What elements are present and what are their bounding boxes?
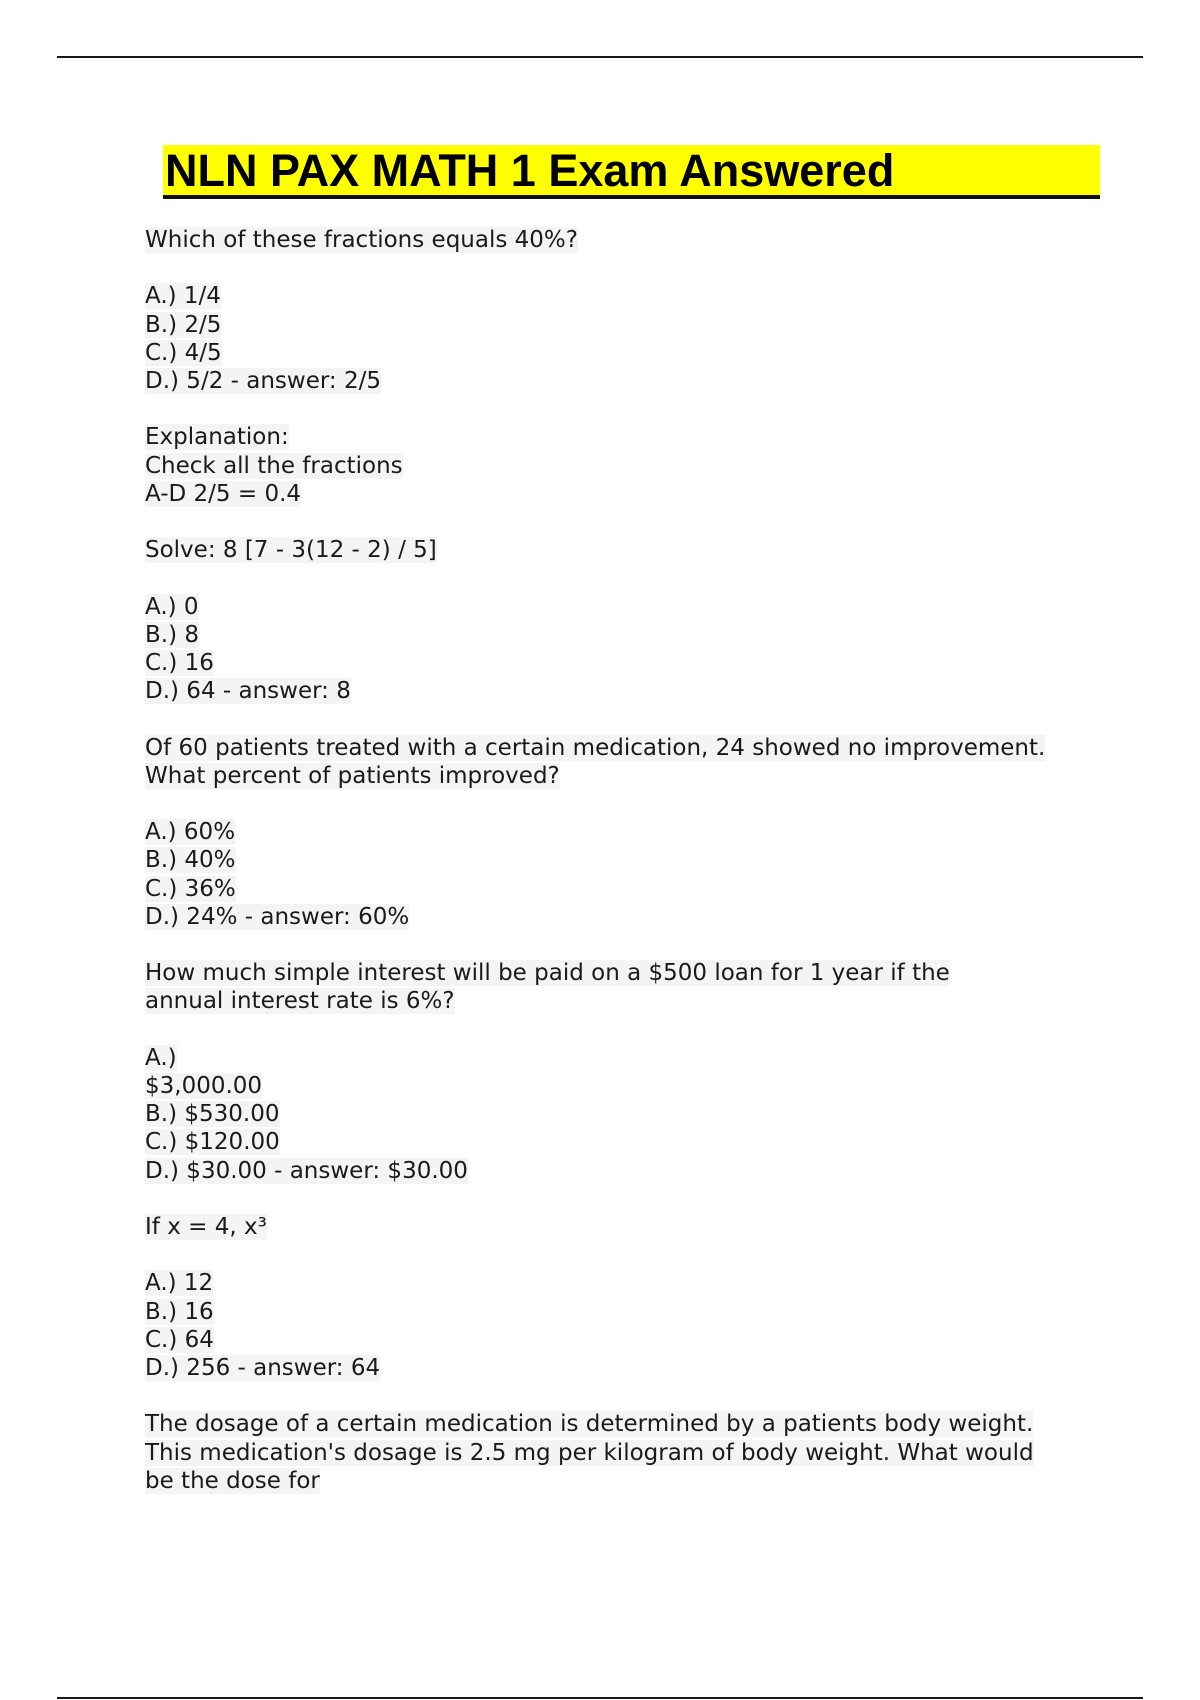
text-line-content: Of 60 patients treated with a certain medication, 24 showed no improvement. — [145, 734, 1046, 761]
text-line — [145, 875, 1105, 903]
text-line — [145, 311, 1105, 339]
text-line-content: A.) 0 — [145, 593, 199, 620]
text-line-content: annual interest rate is 6%? — [145, 988, 455, 1015]
text-line — [145, 593, 1105, 621]
text-line-content: A.) 12 — [145, 1270, 214, 1297]
top-rule — [57, 56, 1143, 58]
text-line — [145, 423, 1105, 451]
text-line — [145, 677, 1105, 705]
paragraph-gap — [145, 1241, 1105, 1269]
paragraph-gap — [145, 931, 1105, 959]
text-line — [145, 1467, 1105, 1495]
text-line-content: A.) — [145, 1044, 177, 1071]
text-line-content: D.) $30.00 - answer: $30.00 — [145, 1157, 468, 1184]
text-line-content: C.) 16 — [145, 649, 214, 676]
text-line — [145, 1072, 1105, 1100]
paragraph-gap — [145, 254, 1105, 282]
text-line — [145, 452, 1105, 480]
text-line-content: Which of these fractions equals 40%? — [145, 227, 578, 253]
text-line-content: How much simple interest will be paid on a $500 loan for 1 year if the — [145, 960, 950, 987]
text-line — [145, 903, 1105, 931]
text-line-content: A-D 2/5 = 0.4 — [145, 480, 302, 507]
paragraph-gap — [145, 564, 1105, 592]
paragraph-gap — [145, 1185, 1105, 1213]
text-line — [145, 1439, 1105, 1467]
text-line — [145, 959, 1105, 987]
text-line-content: B.) 40% — [145, 847, 236, 874]
document-title: NLN PAX MATH 1 Exam Answered — [165, 145, 895, 196]
text-line — [145, 818, 1105, 846]
paragraph-gap — [145, 705, 1105, 733]
text-line — [145, 1044, 1105, 1072]
text-line-content: C.) 64 — [145, 1326, 214, 1353]
text-line-content: A.) 60% — [145, 819, 236, 846]
text-line — [145, 1128, 1105, 1156]
text-line-content: B.) 16 — [145, 1298, 214, 1325]
paragraph-gap — [145, 508, 1105, 536]
text-line — [145, 1298, 1105, 1326]
text-line-content: D.) 256 - answer: 64 — [145, 1354, 381, 1381]
text-line — [145, 649, 1105, 677]
text-line — [145, 987, 1105, 1015]
title-banner — [163, 145, 1100, 199]
text-line — [145, 1354, 1105, 1382]
text-line-content: B.) 2/5 — [145, 311, 222, 338]
text-line — [145, 621, 1105, 649]
text-line-content: D.) 5/2 - answer: 2/5 — [145, 368, 381, 394]
text-line — [145, 1410, 1105, 1438]
text-line-content: If x = 4, x³ — [145, 1213, 267, 1240]
text-line — [145, 1213, 1105, 1241]
bottom-rule — [57, 1697, 1143, 1699]
text-line — [145, 1157, 1105, 1185]
text-line-content: Check all the fractions — [145, 452, 403, 479]
paragraph-gap — [145, 395, 1105, 423]
text-line-content: B.) 8 — [145, 621, 200, 648]
text-line-content: Solve: 8 [7 - 3(12 - 2) / 5] — [145, 537, 437, 564]
text-line — [145, 762, 1105, 790]
paragraph-gap — [145, 1016, 1105, 1044]
text-line-content: D.) 24% - answer: 60% — [145, 903, 410, 930]
text-line-content: What percent of patients improved? — [145, 762, 560, 789]
text-line-content: This medication's dosage is 2.5 mg per kilogram of body weight. What would — [145, 1439, 1034, 1466]
text-line — [145, 339, 1105, 367]
text-line-content: C.) 36% — [145, 875, 236, 902]
text-line — [145, 734, 1105, 762]
text-line-content: Explanation: — [145, 424, 289, 451]
text-line — [145, 226, 1105, 254]
text-line — [145, 1100, 1105, 1128]
text-line — [145, 367, 1105, 395]
text-line-content: D.) 64 - answer: 8 — [145, 678, 351, 705]
document-body — [145, 226, 1105, 1495]
text-line — [145, 536, 1105, 564]
text-line-content: $3,000.00 — [145, 1072, 263, 1099]
paragraph-gap — [145, 1382, 1105, 1410]
text-line-content: B.) $530.00 — [145, 1101, 280, 1128]
text-line — [145, 1269, 1105, 1297]
text-line — [145, 1326, 1105, 1354]
text-line-content: be the dose for — [145, 1467, 320, 1494]
paragraph-gap — [145, 790, 1105, 818]
text-line — [145, 282, 1105, 310]
text-line — [145, 846, 1105, 874]
text-line-content: C.) $120.00 — [145, 1129, 280, 1156]
text-line-content: A.) 1/4 — [145, 283, 221, 310]
text-line-content: C.) 4/5 — [145, 339, 222, 366]
text-line-content: The dosage of a certain medication is determined by a patients body weight. — [145, 1411, 1034, 1438]
text-line — [145, 480, 1105, 508]
